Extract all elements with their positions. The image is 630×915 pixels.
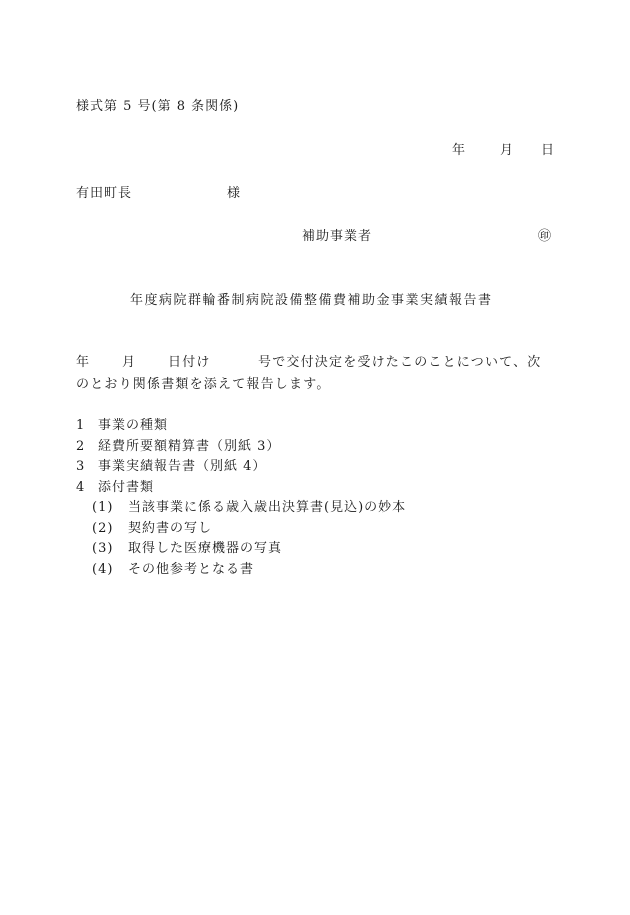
attachment-number: (2)	[92, 520, 114, 536]
list-item	[76, 457, 566, 478]
body-paragraph	[76, 352, 556, 396]
addressee-honorific: 様	[227, 186, 242, 201]
item-list	[76, 416, 566, 580]
body-year-label: 年	[76, 355, 91, 370]
attachment-item	[76, 519, 566, 540]
attachment-item	[76, 539, 566, 560]
list-item-text: 事業実績報告書（別紙 4）	[98, 459, 267, 474]
date-day-label: 日	[541, 143, 556, 158]
body-line-1	[76, 352, 556, 374]
list-item-number: 4	[76, 479, 86, 495]
list-item-number: 2	[76, 438, 86, 454]
addressee-name: 有田町長	[76, 186, 133, 201]
attachment-number: (4)	[92, 561, 114, 577]
attachment-number: (3)	[92, 541, 114, 556]
applicant-label: 補助事業者	[302, 229, 373, 244]
list-item	[76, 437, 566, 458]
list-item-number: 1	[76, 418, 86, 433]
form-number: 様式第 5 号(第 8 条関係)	[76, 99, 240, 114]
list-item-text: 事業の種類	[98, 418, 169, 433]
body-line-2-text: のとおり関係書類を添えて報告します。	[76, 377, 331, 392]
list-item-text: 添付書類	[98, 479, 155, 495]
body-line-2	[76, 374, 556, 396]
list-item-text: 経費所要額精算書（別紙 3）	[98, 438, 281, 454]
body-month-label: 月	[122, 355, 137, 370]
attachment-text: その他参考となる書	[128, 561, 255, 577]
attachment-text: 契約書の写し	[128, 520, 213, 536]
seal-mark: ㊞	[538, 229, 553, 244]
attachment-text: 取得した医療機器の写真	[128, 541, 283, 556]
attachment-item	[76, 498, 566, 519]
date-year-label: 年	[452, 143, 467, 158]
list-item	[76, 416, 566, 437]
date-month-label: 月	[500, 143, 515, 158]
attachment-text: 当該事業に係る歳入歳出決算書(見込)の妙本	[128, 500, 407, 515]
body-day-label: 日付け	[168, 355, 211, 370]
list-item	[76, 478, 566, 499]
attachment-item	[76, 560, 566, 581]
document-title: 年度病院群輪番制病院設備整備費補助金事業実績報告書	[130, 293, 493, 308]
body-line-1-text: 号で交付決定を受けたこのことについて、次	[258, 355, 542, 370]
attachment-number: (1)	[92, 500, 114, 515]
list-item-number: 3	[76, 459, 86, 474]
